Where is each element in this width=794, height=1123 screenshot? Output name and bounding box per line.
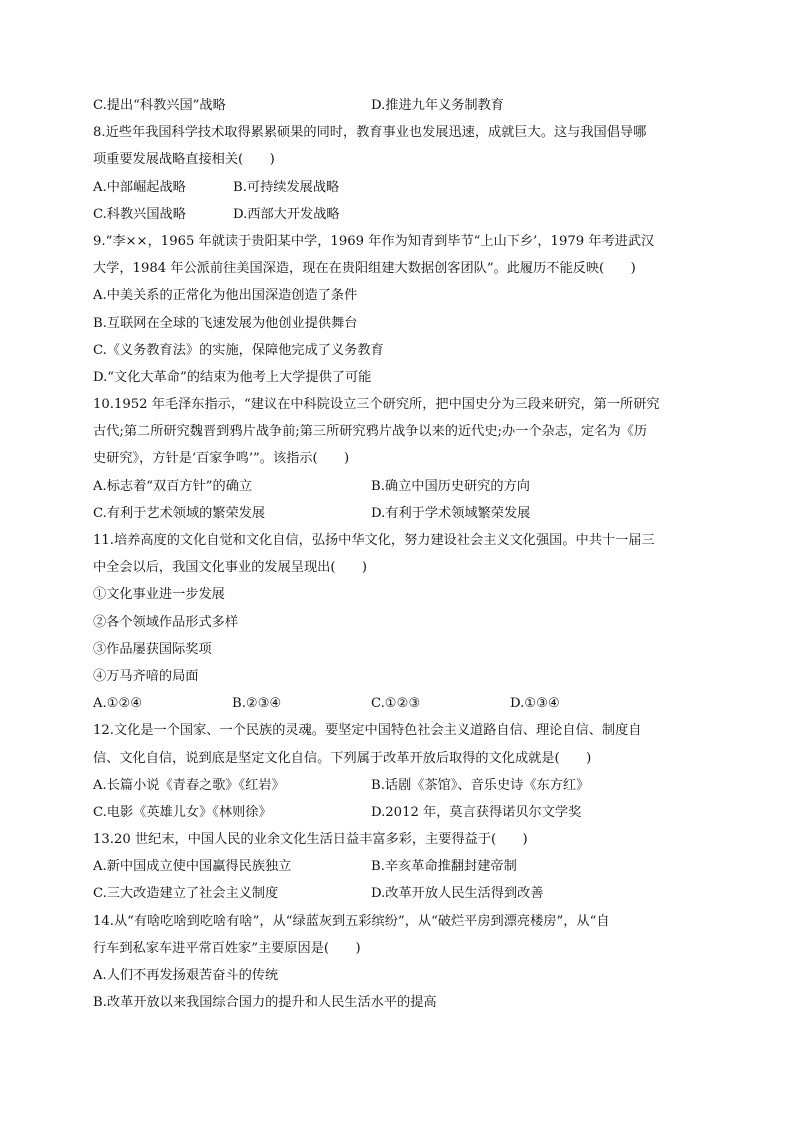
q9-option-a[interactable]: A.中美关系的正常化为他出国深造创造了条件 xyxy=(93,288,358,304)
q11-option-b[interactable]: B.②③④ xyxy=(232,696,282,712)
q12-options-row-2 xyxy=(93,799,713,826)
q8-options-row-1 xyxy=(93,174,713,201)
q10-option-d[interactable]: D.有利于学术领域繁荣发展 xyxy=(371,505,531,521)
q7-option-c[interactable]: C.提出“科教兴国”战略 xyxy=(93,98,226,113)
q9-option-d[interactable]: D.“文化大革命”的结束为他考上大学提供了可能 xyxy=(93,369,372,385)
q10-option-c[interactable]: C.有利于艺术领域的繁荣发展 xyxy=(93,505,266,521)
q10-options-row-2 xyxy=(93,500,713,527)
q12-options-row-1 xyxy=(93,772,713,799)
q12-option-d[interactable]: D.2012 年，莫言获得诺贝尔文学奖 xyxy=(371,804,582,820)
q11-option-d[interactable]: D.①③④ xyxy=(510,696,560,712)
q10-options-row-1 xyxy=(93,473,713,500)
q14-option-a[interactable]: A.人们不再发扬艰苦奋斗的传统 xyxy=(93,968,279,983)
q11-stem-line-1: 11.培养高度的文化自觉和文化自信，弘扬中华文化，努力建设社会主义文化强国。中共十一届三 xyxy=(93,533,655,548)
q13-option-b[interactable]: B.辛亥革命推翻封建帝制 xyxy=(371,859,517,875)
q10-option-b[interactable]: B.确立中国历史研究的方向 xyxy=(371,478,530,494)
q10-stem-line-1: 10.1952 年毛泽东指示，“建议在中科院设立三个研究所，把中国史分为三段来研究，第一所研究 xyxy=(93,397,660,413)
q7-option-d[interactable]: D.推进九年义务制教育 xyxy=(371,98,504,113)
q13-option-c[interactable]: C.三大改造建立了社会主义制度 xyxy=(93,886,279,902)
q11-item-3: ③作品屡获国际奖项 xyxy=(93,641,212,657)
q11-item-2: ②各个领域作品形式多样 xyxy=(93,614,239,630)
q10-stem-line-3: 史研究》，方针是‘百家争鸣’”。该指示( ) xyxy=(93,451,350,467)
q10-stem-line-2: 古代;第二所研究魏晋到鸦片战争前;第三所研究鸦片战争以来的近代史;办一个杂志，定名为《历 xyxy=(93,424,648,440)
q8-option-d[interactable]: D.西部大开发战略 xyxy=(233,206,340,222)
q12-option-c[interactable]: C.电影《英雄儿女》《林则徐》 xyxy=(93,804,272,820)
q12-stem-line-1: 12.文化是一个国家、一个民族的灵魂。要坚定中国特色社会主义道路自信、理论自信、制度自 xyxy=(93,723,642,739)
q9-stem-line-1: 9.“李××，1965 年就读于贵阳某中学，1969 年作为知青到毕节“上山下乡’，1979 年考进武汉 xyxy=(93,233,655,249)
q8-option-a[interactable]: A.中部崛起战略 xyxy=(93,179,186,195)
q13-option-d[interactable]: D.改革开放人民生活得到改善 xyxy=(371,886,544,902)
q12-option-a[interactable]: A.长篇小说《青春之歌》《红岩》 xyxy=(93,777,285,793)
q8-stem-line-2: 项重要发展战略直接相关( ) xyxy=(93,152,275,168)
q14-stem-line-2: 行车到私家车进平常百姓家”主要原因是( ) xyxy=(93,940,361,956)
q11-item-1: ①文化事业进一步发展 xyxy=(93,587,225,603)
q11-stem-line-2: 中全会以后，我国文化事业的发展呈现出( ) xyxy=(93,560,368,576)
exam-page xyxy=(93,92,713,1016)
q11-options-row xyxy=(93,690,713,717)
q8-option-b[interactable]: B.可持续发展战略 xyxy=(233,179,340,195)
q11-option-c[interactable]: C.①②③ xyxy=(371,696,421,712)
q8-options-row-2 xyxy=(93,201,713,228)
q13-options-row-1 xyxy=(93,853,713,880)
q9-option-c[interactable]: C.《义务教育法》的实施，保障他完成了义务教育 xyxy=(93,342,384,358)
q13-option-a[interactable]: A.新中国成立使中国赢得民族独立 xyxy=(93,859,292,875)
q13-options-row-2 xyxy=(93,880,713,907)
q12-stem-line-2: 信、文化自信，说到底是坚定文化自信。下列属于改革开放后取得的文化成就是( ) xyxy=(93,750,592,766)
q13-stem-line-1: 13.20 世纪末，中国人民的业余文化生活日益丰富多彩，主要得益于( ) xyxy=(93,832,528,848)
q11-option-a[interactable]: A.①②④ xyxy=(93,696,143,712)
q7-options-row-1 xyxy=(93,92,713,119)
q9-stem-line-2: 大学，1984 年公派前往美国深造，现在在贵阳组建大数据创客团队”。此履历不能反映( ) xyxy=(93,261,636,277)
q14-stem-line-1: 14.从“有啥吃啥到吃啥有啥”，从“绿蓝灰到五彩缤纷”，从“破烂平房到漂亮楼房”，从“自 xyxy=(93,913,610,929)
q11-item-4: ④万马齐喑的局面 xyxy=(93,668,199,684)
q8-stem-line-1: 8.近些年我国科学技术取得累累硕果的同时，教育事业也发展迅速，成就巨大。这与我国倡导哪 xyxy=(93,125,647,141)
q8-option-c[interactable]: C.科教兴国战略 xyxy=(93,206,186,222)
q12-option-b[interactable]: B.话剧《茶馆》、音乐史诗《东方红》 xyxy=(371,777,590,793)
q14-option-b[interactable]: B.改革开放以来我国综合国力的提升和人民生活水平的提高 xyxy=(93,995,437,1011)
q10-option-a[interactable]: A.标志着“双百方针”的确立 xyxy=(93,478,253,494)
q9-option-b[interactable]: B.互联网在全球的飞速发展为他创业提供舞台 xyxy=(93,315,358,331)
